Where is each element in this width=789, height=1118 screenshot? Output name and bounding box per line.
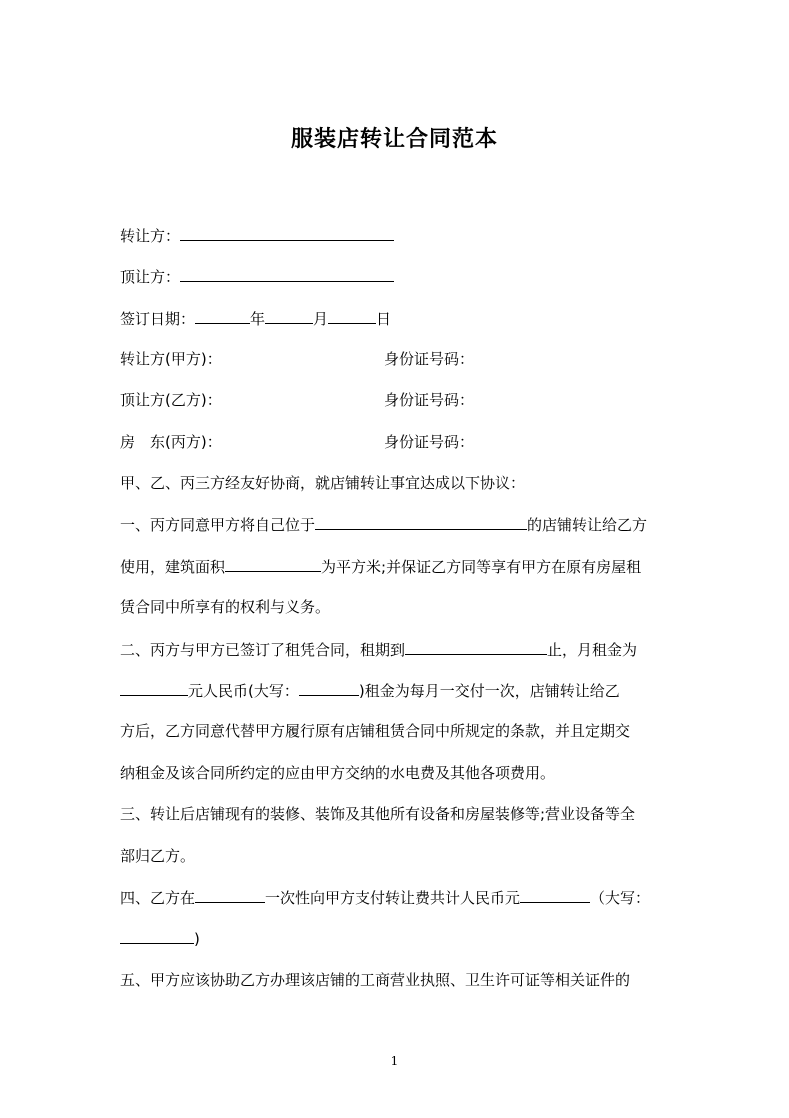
clause4-text-b: 一次性向甲方支付转让费共计人民币元 <box>265 889 521 907</box>
party-a-label: 转让方(甲方)： <box>120 350 222 368</box>
month-label: 月 <box>313 310 329 328</box>
year-label: 年 <box>250 310 266 328</box>
party-b-label: 顶让方(乙方)： <box>120 391 222 409</box>
clause2-line4: 纳租金及该合同所约定的应由甲方交纳的水电费及其他各项费用。 <box>120 764 556 782</box>
document-title: 服装店转让合同范本 <box>290 126 498 152</box>
clause5-line1: 五、甲方应该协助乙方办理该店铺的工商营业执照、卫生许可证等相关证件的 <box>120 971 631 989</box>
clause2-text-d: )租金为每月一交付一次，店铺转让给乙 <box>358 682 620 700</box>
date-label: 签订日期： <box>120 310 196 328</box>
signing-date-line <box>120 308 391 329</box>
assignee-label: 顶让方： <box>120 268 181 286</box>
clause2-line2 <box>120 680 620 701</box>
clause4-line2 <box>120 928 200 949</box>
clause2-line3: 方后，乙方同意代替甲方履行原有店铺租赁合同中所规定的条款，并且定期交 <box>120 722 631 740</box>
location-blank <box>315 514 527 530</box>
rent-amount-blank <box>120 680 188 696</box>
area-blank <box>225 556 321 572</box>
clause1-text-c: 使用，建筑面积 <box>120 558 226 576</box>
clause4-line1 <box>120 887 650 908</box>
clause3-line1: 三、转让后店铺现有的装修、装饰及其他所有设备和房屋装修等;营业设备等全 <box>120 805 636 823</box>
clause1-line1 <box>120 514 647 535</box>
rent-uppercase-blank <box>299 680 359 696</box>
payment-date-blank <box>195 887 265 903</box>
clause4-text-c: （大写： <box>590 889 651 907</box>
clause2-line1 <box>120 639 637 660</box>
fee-amount-blank <box>520 887 590 903</box>
clause2-text-a: 二、丙方与甲方已签订了租凭合同，租期到 <box>120 641 406 659</box>
intro-text: 甲、乙、丙三方经友好协商，就店铺转让事宜达成以下协议： <box>120 474 526 492</box>
transferor-label: 转让方： <box>120 227 181 245</box>
clause1-line2 <box>120 556 641 577</box>
fee-uppercase-blank <box>120 928 194 944</box>
transferor-blank <box>180 225 394 241</box>
party-c-id-label: 身份证号码： <box>384 433 475 451</box>
assignee-blank <box>180 266 394 282</box>
clause2-text-b: 止，月租金为 <box>547 641 638 659</box>
clause4-text-d: ) <box>194 930 200 948</box>
clause1-line3: 赁合同中所享有的权利与义务。 <box>120 598 331 616</box>
clause1-text-b: 的店铺转让给乙方 <box>527 516 648 534</box>
page-number: 1 <box>390 1054 399 1068</box>
day-blank <box>328 308 376 324</box>
day-label: 日 <box>376 310 392 328</box>
assignee-line <box>120 266 394 287</box>
clause2-text-c: 元人民币(大写： <box>188 682 299 700</box>
clause4-text-a: 四、乙方在 <box>120 889 196 907</box>
clause1-text-a: 一、丙方同意甲方将自己位于 <box>120 516 316 534</box>
clause1-text-d: 为平方米;并保证乙方同等享有甲方在原有房屋租 <box>321 558 642 576</box>
transferor-line <box>120 225 394 246</box>
month-blank <box>265 308 313 324</box>
lease-end-blank <box>405 639 547 655</box>
party-a-id-label: 身份证号码： <box>384 350 475 368</box>
party-b-id-label: 身份证号码： <box>384 391 475 409</box>
year-blank <box>195 308 250 324</box>
clause3-line2: 部归乙方。 <box>120 847 196 865</box>
party-c-label: 房 东(丙方)： <box>120 433 222 451</box>
